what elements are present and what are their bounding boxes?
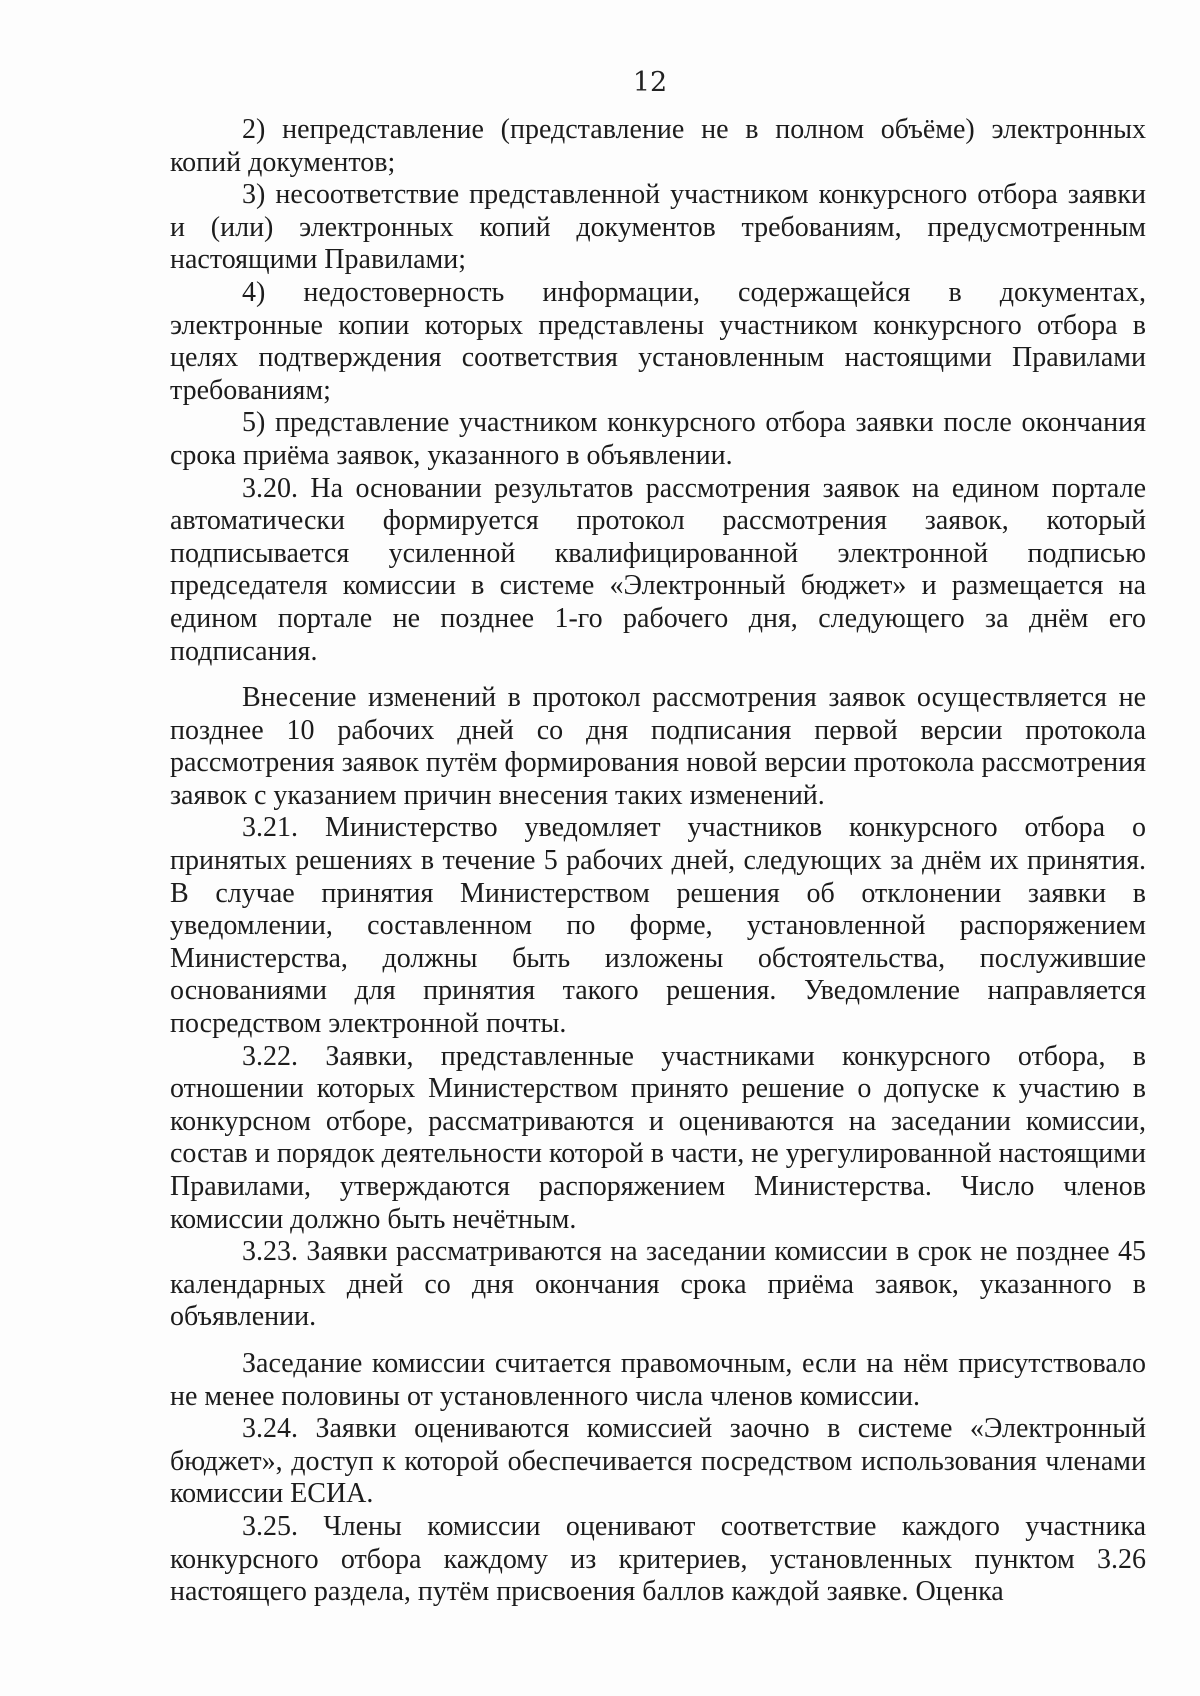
paragraph-quorum: Заседание комиссии считается правомочным, если на нём присутствовало не менее половины от установленного числа членов комиссии.: [170, 1347, 1146, 1412]
paragraph-item-3: 3) несоответствие представленной участником конкурсного отбора заявки и (или) электронных копий документов требованиям, предусмотренным настоящими Правилами;: [170, 179, 1146, 276]
paragraph-3-24: 3.24. Заявки оцениваются комиссией заочно в системе «Электронный бюджет», доступ к которой обеспечивается посредством использования членами комиссии ЕСИА.: [170, 1413, 1146, 1510]
page-number: 12: [632, 67, 668, 98]
paragraph-3-20: 3.20. На основании результатов рассмотрения заявок на едином портале автоматически формируется протокол рассмотрения заявок, который подписывается усиленной квалифицированной электронной подписью председателя комиссии в системе «Электронный бюджет» и размещается на едином портале не позднее 1-го рабочего дня, следующего за днём его подписания.: [170, 472, 1146, 667]
paragraph-item-2: 2) непредставление (представление не в полном объёме) электронных копий документов;: [170, 114, 1146, 178]
paragraph-item-5: 5) представление участником конкурсного отбора заявки после окончания срока приёма заявок, указанного в объявлении.: [170, 407, 1146, 471]
paragraph-3-22: 3.22. Заявки, представленные участниками конкурсного отбора, в отношении которых Министерством принято решение о допуске к участию в конкурсном отборе, рассматриваются и оцениваются на заседании комиссии, состав и порядок деятельности которой в части, не урегулированной настоящими Правилами, утверждаются распоряжением Министерства. Число членов комиссии должно быть нечётным.: [170, 1040, 1146, 1235]
paragraph-item-4: 4) недостоверность информации, содержащейся в документах, электронные копии которых представлены участником конкурсного отбора в целях подтверждения соответствия установленным настоящими Правилами требованиям;: [170, 276, 1146, 406]
document-body: [170, 114, 1146, 1609]
paragraph-protocol-changes: Внесение изменений в протокол рассмотрения заявок осуществляется не позднее 10 рабочих дней со дня подписания первой версии протокола рассмотрения заявок путём формирования новой версии протокола рассмотрения заявок с указанием причин внесения таких изменений.: [170, 682, 1146, 811]
paragraph-3-21: 3.21. Министерство уведомляет участников конкурсного отбора о принятых решениях в течение 5 рабочих дней, следующих за днём их принятия. В случае принятия Министерством решения об отклонении заявки в уведомлении, составленном по форме, установленной распоряжением Министерства, должны быть изложены обстоятельства, послужившие основаниями для принятия такого решения. Уведомление направляется посредством электронной почты.: [170, 812, 1146, 1040]
paragraph-3-23: 3.23. Заявки рассматриваются на заседании комиссии в срок не позднее 45 календарных дней со дня окончания срока приёма заявок, указанного в объявлении.: [170, 1236, 1146, 1333]
paragraph-3-25: 3.25. Члены комиссии оценивают соответствие каждого участника конкурсного отбора каждому из критериев, установленных пунктом 3.26 настоящего раздела, путём присвоения баллов каждой заявке. Оценка: [170, 1510, 1146, 1608]
